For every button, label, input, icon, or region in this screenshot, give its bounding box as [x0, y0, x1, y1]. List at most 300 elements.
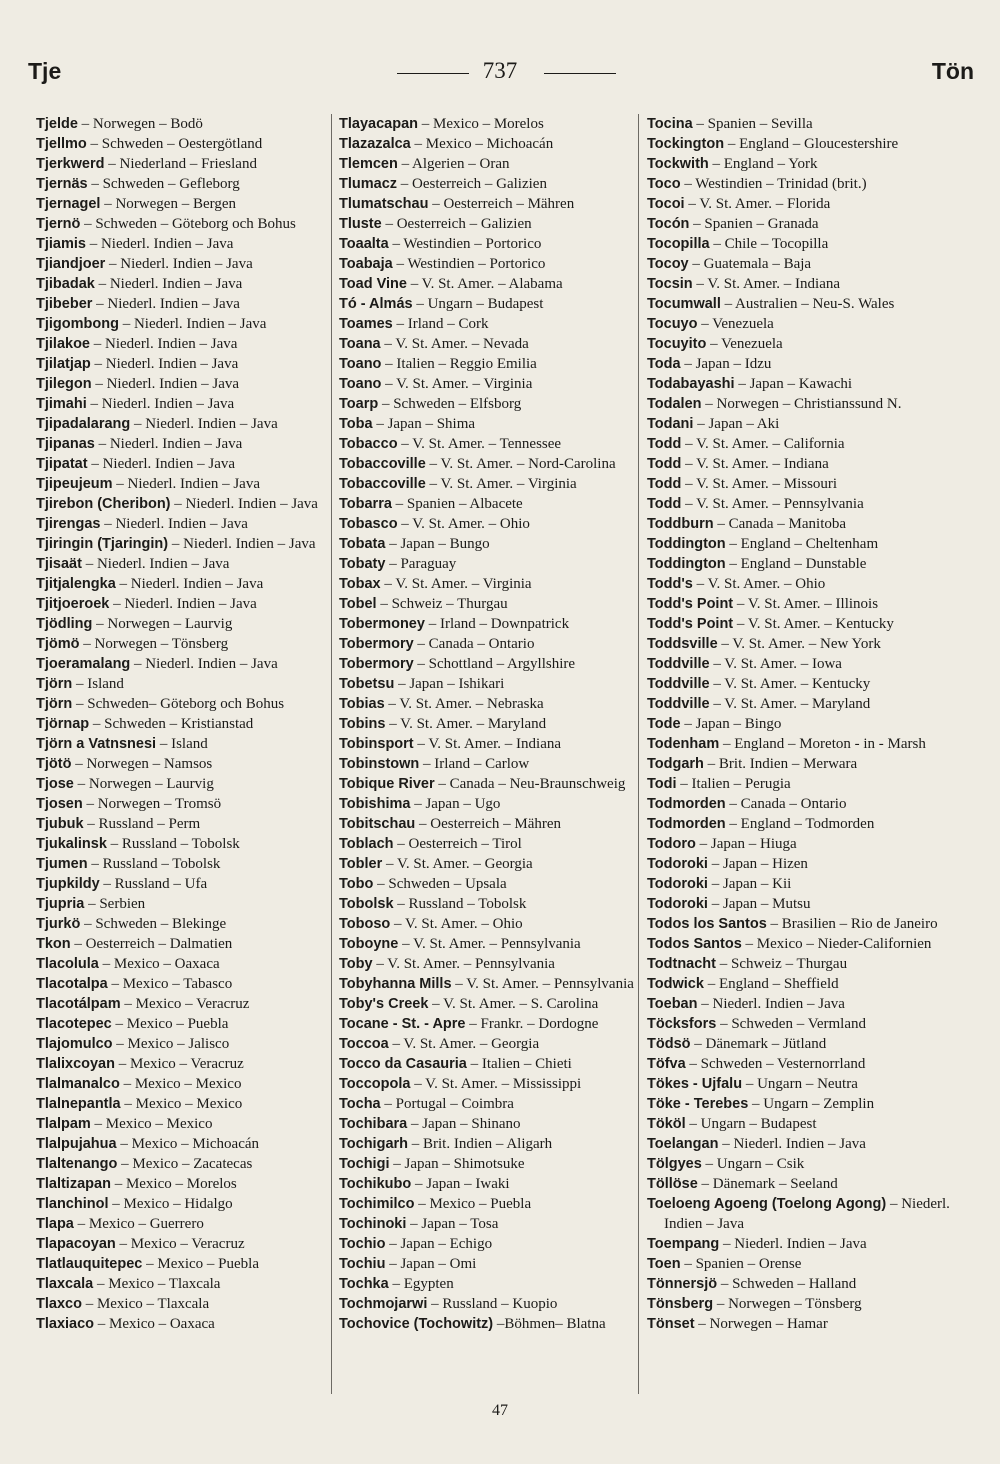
entry-location: – Westindien – Portorico [396, 256, 546, 272]
entry-location: – Italien – Perugia [680, 776, 791, 792]
entry-headword: Tockington [647, 136, 725, 152]
entry-headword: Tocco da Casauria [339, 1056, 467, 1072]
entry-headword: Toaalta [339, 236, 389, 252]
entry-headword: Tlayacapan [339, 116, 418, 132]
entry-headword: Tocón [647, 216, 690, 232]
entry-location: – V. St. Amer. – Mississippi [414, 1076, 582, 1092]
entry-headword: Tlalmanalco [36, 1076, 120, 1092]
gazetteer-entry [647, 494, 952, 514]
gazetteer-entry [647, 234, 952, 254]
entry-headword: Tjernö [36, 216, 81, 232]
entry-location: – Niederl. Indien – Java [90, 396, 235, 412]
entry-headword: Tjipeujeum [36, 476, 113, 492]
entry-location: – Egypten [392, 1276, 454, 1292]
entry-location: – Japan – Mutsu [711, 896, 811, 912]
gazetteer-entry [339, 1314, 635, 1334]
page-number: 737 [482, 58, 518, 83]
gazetteer-entry [647, 1134, 952, 1154]
entry-location: – Mexico – Tlaxcala [97, 1276, 221, 1292]
entry-headword: Tjukalinsk [36, 836, 107, 852]
gazetteer-entry [647, 1234, 952, 1254]
entry-location: – Ungarn – Budapest [689, 1116, 817, 1132]
entry-location: – V. St. Amer. – Ohio [394, 916, 523, 932]
entry-headword: Toby's Creek [339, 996, 429, 1012]
gazetteer-entry [339, 754, 635, 774]
gazetteer-entry [339, 694, 635, 714]
gazetteer-entry [339, 1034, 635, 1054]
gazetteer-entry [36, 1174, 328, 1194]
entry-location: – Guatemala – Baja [692, 256, 812, 272]
entry-headword: Toboyne [339, 936, 399, 952]
gazetteer-entry [647, 1254, 952, 1274]
gazetteer-entry [647, 134, 952, 154]
entry-headword: Tjitjoeroek [36, 596, 110, 612]
entry-headword: Tjötö [36, 756, 72, 772]
gazetteer-entry [647, 754, 952, 774]
entry-headword: Toeloeng Agoeng (Toelong Agong) [647, 1196, 887, 1212]
gazetteer-entry [339, 594, 635, 614]
gazetteer-entry [339, 314, 635, 334]
gazetteer-entry [339, 1234, 635, 1254]
entry-location: – Paraguay [389, 556, 457, 572]
entry-headword: Tjigombong [36, 316, 119, 332]
gazetteer-entry [647, 1154, 952, 1174]
entry-location: –Böhmen– Blatna [496, 1316, 606, 1332]
entry-headword: Tobinstown [339, 756, 420, 772]
entry-headword: Tjipatat [36, 456, 88, 472]
entry-headword: Todd [647, 496, 682, 512]
gazetteer-entry [647, 634, 952, 654]
entry-headword: Todoroki [647, 896, 708, 912]
gazetteer-entry [36, 1114, 328, 1134]
gazetteer-entry [647, 1274, 952, 1294]
entry-headword: Tochigarh [339, 1136, 409, 1152]
gazetteer-entry [36, 894, 328, 914]
entry-location: – V. St. Amer. – Virginia [384, 576, 532, 592]
gazetteer-entry [36, 254, 328, 274]
gazetteer-entry [647, 914, 952, 934]
gazetteer-entry [647, 674, 952, 694]
entry-headword: Tjupkildy [36, 876, 100, 892]
entry-location: – Japan – Aki [697, 416, 780, 432]
entry-location: – Spanien – Albacete [395, 496, 523, 512]
gazetteer-entry [339, 334, 635, 354]
entry-location: – Niederland – Friesland [108, 156, 257, 172]
gazetteer-entry [36, 614, 328, 634]
gazetteer-entry [339, 434, 635, 454]
gazetteer-entry [647, 434, 952, 454]
entry-location: – Frankr. – Dordogne [469, 1016, 599, 1032]
entry-headword: Tjörn [36, 676, 73, 692]
entry-location: – Niederl. Indien – Java [664, 1196, 950, 1232]
entry-location: – Russland – Kuopio [431, 1296, 558, 1312]
entry-headword: Tkon [36, 936, 71, 952]
entry-location: – Mexico – Zacatecas [121, 1156, 253, 1172]
entry-headword: Tlacotepec [36, 1016, 112, 1032]
entry-headword: Tlanchinol [36, 1196, 109, 1212]
entry-headword: Tjilakoe [36, 336, 90, 352]
entry-location: – Niederl. Indien – Java [171, 536, 316, 552]
entry-location: – Schweden – Blekinge [84, 916, 227, 932]
entry-headword: Tjörn a Vatnsnesi [36, 736, 157, 752]
entry-headword: Todani [647, 416, 694, 432]
gazetteer-entry [647, 1114, 952, 1134]
gazetteer-entry [36, 214, 328, 234]
entry-location: – Niederl. Indien – Java [116, 476, 260, 492]
entry-location: – Niederl. Indien – Java [85, 556, 230, 572]
entry-headword: Tjilatjap [36, 356, 91, 372]
entry-headword: Todmorden [647, 816, 726, 832]
entry-headword: Tobyhanna Mills [339, 976, 452, 992]
entry-headword: Toano [339, 376, 382, 392]
entry-location: – V. St. Amer. – Indiana [417, 736, 562, 752]
gazetteer-entry [36, 914, 328, 934]
entry-location: – Niederl. Indien – Java [109, 256, 253, 272]
entry-headword: Tlalpujahua [36, 1136, 117, 1152]
entry-headword: Toda [647, 356, 681, 372]
gazetteer-entry [36, 814, 328, 834]
entry-location: – Oesterreich – Dalmatien [74, 936, 233, 952]
entry-headword: Tocopilla [647, 236, 710, 252]
entry-location: – Japan – Shima [376, 416, 476, 432]
entry-location: – Venezuela [701, 316, 774, 332]
gazetteer-entry [36, 434, 328, 454]
gazetteer-entry [36, 234, 328, 254]
gazetteer-entry [339, 534, 635, 554]
entry-location: – V. St. Amer. – S. Carolina [432, 996, 599, 1012]
entry-headword: Tjurkö [36, 916, 81, 932]
entry-headword: Töllöse [647, 1176, 698, 1192]
gazetteer-entry [647, 154, 952, 174]
gazetteer-entry [339, 814, 635, 834]
gazetteer-entry [647, 274, 952, 294]
entry-location: – Ungarn – Csik [705, 1156, 805, 1172]
gazetteer-entry [339, 734, 635, 754]
entry-location: – Russland – Ufa [103, 876, 208, 892]
column-divider [638, 114, 639, 1394]
gazetteer-entry [339, 914, 635, 934]
gazetteer-entry [339, 1114, 635, 1134]
entry-location: – Schweden – Elfsborg [381, 396, 522, 412]
entry-location: – Mexico – Mexico [124, 1096, 243, 1112]
entry-headword: Todenham [647, 736, 720, 752]
entry-location: – V. St. Amer. – Ohio [696, 576, 826, 592]
gazetteer-entry [36, 834, 328, 854]
gazetteer-entry [647, 794, 952, 814]
gazetteer-entry [647, 334, 952, 354]
entry-location: – Mexico – Veracruz [124, 996, 250, 1012]
entry-location: – V. St. Amer. – Ohio [401, 516, 530, 532]
entry-location: – Niederl. Indien – Java [134, 416, 278, 432]
entry-headword: Todalen [647, 396, 702, 412]
gazetteer-entry [339, 254, 635, 274]
entry-headword: Tó - Almás [339, 296, 413, 312]
gazetteer-entry [647, 114, 952, 134]
gazetteer-entry [339, 1174, 635, 1194]
entry-location: – Schweden – Upsala [377, 876, 507, 892]
gazetteer-entry [339, 174, 635, 194]
entry-location: – Mexico – Hidalgo [112, 1196, 233, 1212]
gazetteer-entry [36, 1094, 328, 1114]
gazetteer-entry [339, 394, 635, 414]
entry-headword: Toarp [339, 396, 379, 412]
entry-location: – Mexico – Michoacán [120, 1136, 260, 1152]
gazetteer-entry [339, 634, 635, 654]
gazetteer-entry [36, 594, 328, 614]
gazetteer-entry [36, 794, 328, 814]
entry-headword: Tjupria [36, 896, 85, 912]
gazetteer-entry [647, 774, 952, 794]
gazetteer-entry [647, 814, 952, 834]
entry-location: – Canada – Ontario [729, 796, 847, 812]
gazetteer-entry [647, 714, 952, 734]
entry-location: – Schweden – Göteborg och Bohus [84, 216, 296, 232]
entry-headword: Tlaxco [36, 1296, 82, 1312]
entry-location: – Oesterreich – Mähren [432, 196, 575, 212]
entry-location: – Japan – Bungo [389, 536, 490, 552]
entry-headword: Tjisaät [36, 556, 82, 572]
entry-headword: Todos Santos [647, 936, 742, 952]
entry-location: – Norwegen – Bergen [104, 196, 236, 212]
entry-location: – England – Dunstable [729, 556, 867, 572]
gazetteer-entry [36, 754, 328, 774]
entry-location: – Schweden – Gefleborg [91, 176, 240, 192]
entry-headword: Tlalpam [36, 1116, 91, 1132]
entry-location: – England – Gloucestershire [727, 136, 899, 152]
entry-headword: Todos los Santos [647, 916, 767, 932]
entry-location: – Niederl. Indien – Java [95, 376, 240, 392]
entry-headword: Tochinoki [339, 1216, 407, 1232]
entry-headword: Toba [339, 416, 373, 432]
entry-location: – Mexico – Tabasco [111, 976, 233, 992]
entry-location: – Canada – Manitoba [717, 516, 847, 532]
entry-headword: Toblach [339, 836, 394, 852]
entry-headword: Toddville [647, 656, 710, 672]
entry-headword: Tobler [339, 856, 383, 872]
entry-headword: Tjipadalarang [36, 416, 131, 432]
gazetteer-entry [36, 974, 328, 994]
entry-location: – Mexico – Morelos [421, 116, 544, 132]
entry-headword: Toddville [647, 696, 710, 712]
entry-headword: Tjiamis [36, 236, 86, 252]
entry-location: – Mexico – Puebla [146, 1256, 260, 1272]
entry-headword: Todd's [647, 576, 693, 592]
entry-headword: Tobermory [339, 636, 414, 652]
gazetteer-entry [339, 154, 635, 174]
gazetteer-entry [647, 394, 952, 414]
entry-headword: Toano [339, 356, 382, 372]
entry-headword: Tjelde [36, 116, 78, 132]
gazetteer-entry [36, 1014, 328, 1034]
entry-location: – Oesterreich – Tirol [397, 836, 522, 852]
entry-headword: Tjitjalengka [36, 576, 116, 592]
entry-location: – V. St. Amer. – Alabama [410, 276, 563, 292]
gazetteer-entry [647, 1054, 952, 1074]
gazetteer-entry [647, 254, 952, 274]
entry-location: – Island [76, 676, 124, 692]
entry-headword: Tode [647, 716, 681, 732]
entry-location: – Japan – Echigo [389, 1236, 493, 1252]
entry-headword: Tjörnap [36, 716, 90, 732]
entry-location: – Norwegen – Hamar [698, 1316, 828, 1332]
gazetteer-entry [36, 114, 328, 134]
gazetteer-entry [339, 934, 635, 954]
entry-headword: Todwick [647, 976, 704, 992]
entry-location: – Norwegen – Laurvig [96, 616, 233, 632]
entry-location: – Mexico – Mexico [94, 1116, 213, 1132]
entry-headword: Toad Vine [339, 276, 407, 292]
entry-location: – Niederl. Indien – Java [98, 436, 243, 452]
column-divider [331, 114, 332, 1394]
gazetteer-entry [339, 194, 635, 214]
entry-location: – Mexico – Oaxaca [97, 1316, 215, 1332]
entry-location: – Spanien – Sevilla [696, 116, 813, 132]
entry-location: – Irland – Carlow [423, 756, 530, 772]
gazetteer-entry [339, 874, 635, 894]
entry-headword: Tlaltizapan [36, 1176, 111, 1192]
gazetteer-entry [339, 654, 635, 674]
entry-headword: Tobasco [339, 516, 398, 532]
gazetteer-entry [36, 694, 328, 714]
gazetteer-entry [36, 1134, 328, 1154]
entry-location: – Niederl. Indien – Java [701, 996, 845, 1012]
gazetteer-entry [647, 314, 952, 334]
entry-headword: Tobetsu [339, 676, 395, 692]
entry-headword: Tobaty [339, 556, 386, 572]
gazetteer-entry [36, 1314, 328, 1334]
gazetteer-entry [36, 874, 328, 894]
entry-headword: Tlajomulco [36, 1036, 113, 1052]
gazetteer-entry [36, 154, 328, 174]
gazetteer-entry [647, 414, 952, 434]
gazetteer-entry [339, 574, 635, 594]
entry-location: – Norwegen – Laurvig [77, 776, 214, 792]
entry-location: – Mexico – Puebla [115, 1016, 229, 1032]
entry-headword: Toabaja [339, 256, 393, 272]
gazetteer-entry [647, 534, 952, 554]
gazetteer-entry [36, 514, 328, 534]
gazetteer-entry [339, 1194, 635, 1214]
gazetteer-entry [647, 874, 952, 894]
entry-headword: Tobermory [339, 656, 414, 672]
gazetteer-entry [339, 1254, 635, 1274]
entry-location: – Irland – Cork [396, 316, 489, 332]
entry-headword: Tlazazalca [339, 136, 411, 152]
entry-location: – Schweiz – Thurgau [380, 596, 508, 612]
entry-location: – Mexico – Nieder-Californien [745, 936, 932, 952]
entry-headword: Todd's Point [647, 596, 734, 612]
entry-location: – Dänemark – Seeland [701, 1176, 838, 1192]
gazetteer-entry [647, 614, 952, 634]
gazetteer-entry [339, 554, 635, 574]
entry-headword: Tobins [339, 716, 386, 732]
gazetteer-entry [647, 834, 952, 854]
entry-location: – Mexico – Michoacán [414, 136, 554, 152]
entry-headword: Toames [339, 316, 393, 332]
gazetteer-entry [36, 674, 328, 694]
gazetteer-entry [36, 354, 328, 374]
gazetteer-entry [36, 1074, 328, 1094]
gazetteer-entry [36, 494, 328, 514]
gazetteer-entry [36, 414, 328, 434]
entry-location: – Japan – Iwaki [414, 1176, 510, 1192]
entry-location: – Niederl. Indien – Java [122, 316, 267, 332]
entry-location: – V. St. Amer. – Kentucky [713, 676, 871, 692]
entry-headword: Tjirengas [36, 516, 101, 532]
gazetteer-entry [647, 1194, 952, 1234]
entry-headword: Toccopola [339, 1076, 411, 1092]
entry-location: – Japan – Hizen [711, 856, 808, 872]
gazetteer-entry [36, 294, 328, 314]
gazetteer-entry [339, 494, 635, 514]
entry-headword: Toana [339, 336, 381, 352]
gazetteer-entry [647, 1314, 952, 1334]
page-header [0, 58, 1000, 94]
entry-location: – Canada – Ontario [417, 636, 535, 652]
entry-headword: Todmorden [647, 796, 726, 812]
entry-location: – Niederl. Indien – Java [104, 516, 248, 532]
entry-location: – Norwegen – Tönsberg [83, 636, 229, 652]
entry-location: – Norwegen – Bodö [81, 116, 203, 132]
entry-location: – V. St. Amer. – Virginia [385, 376, 533, 392]
entry-headword: Tjerkwerd [36, 156, 105, 172]
gazetteer-entry [36, 554, 328, 574]
gazetteer-column-3 [647, 114, 952, 1334]
entry-headword: Tlacolula [36, 956, 99, 972]
entry-headword: Toddburn [647, 516, 714, 532]
gazetteer-entry [36, 1294, 328, 1314]
entry-location: – Venezuela [710, 336, 783, 352]
entry-headword: Tjiringin (Tjaringin) [36, 536, 169, 552]
entry-headword: Tocuyo [647, 316, 698, 332]
entry-location: – Japan – Shinano [410, 1116, 521, 1132]
gazetteer-entry [339, 994, 635, 1014]
entry-headword: Tödsö [647, 1036, 691, 1052]
entry-location: – V. St. Amer. – Florida [688, 196, 831, 212]
gazetteer-entry [647, 1014, 952, 1034]
gazetteer-entry [339, 1054, 635, 1074]
entry-location: – Schweden – Vesternorrland [689, 1056, 866, 1072]
entry-headword: Todtnacht [647, 956, 716, 972]
entry-headword: Tlumatschau [339, 196, 429, 212]
entry-headword: Tocumwall [647, 296, 721, 312]
entry-location: – Mexico – Puebla [418, 1196, 532, 1212]
gazetteer-entry [36, 854, 328, 874]
entry-location: – Niederl. Indien – Java [119, 576, 264, 592]
entry-headword: Todoroki [647, 876, 708, 892]
entry-location: – Portugal – Coimbra [384, 1096, 514, 1112]
entry-location: – Brit. Indien – Aligarh [411, 1136, 553, 1152]
entry-headword: Tobarra [339, 496, 392, 512]
entry-location: – V. St. Amer. – Nevada [384, 336, 529, 352]
entry-headword: Tlacotalpa [36, 976, 108, 992]
gazetteer-entry [36, 1254, 328, 1274]
gazetteer-entry [339, 354, 635, 374]
entry-location: – Schweden – Vermland [720, 1016, 867, 1032]
entry-headword: Tlalixcoyan [36, 1056, 115, 1072]
gazetteer-entry [647, 994, 952, 1014]
entry-headword: Tönnersjö [647, 1276, 718, 1292]
entry-location: – Niederl. Indien – Java [93, 336, 238, 352]
gazetteer-entry [339, 834, 635, 854]
gazetteer-entry [647, 974, 952, 994]
gazetteer-entry [339, 794, 635, 814]
entry-location: – Mexico – Oaxaca [102, 956, 220, 972]
entry-location: – Niederl. Indien – Java [94, 356, 239, 372]
entry-headword: Tlatlauquitepec [36, 1256, 143, 1272]
entry-headword: Todd [647, 456, 682, 472]
entry-headword: Tlaltenango [36, 1156, 118, 1172]
